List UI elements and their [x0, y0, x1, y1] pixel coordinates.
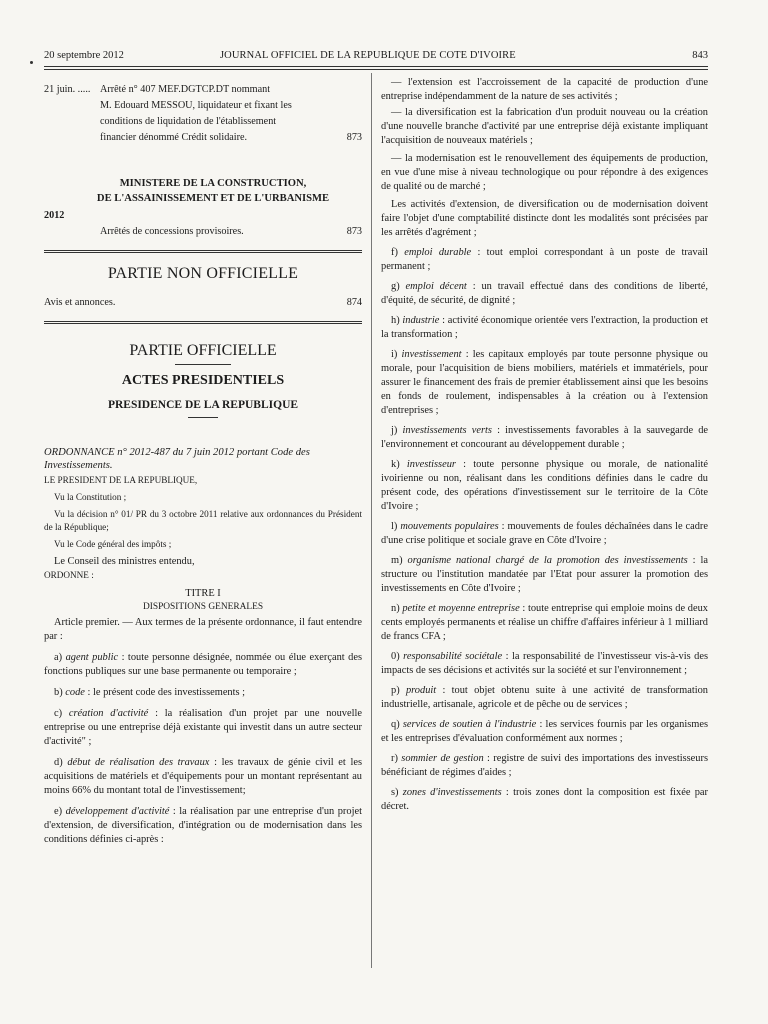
definition-q: [381, 718, 708, 746]
definition-term: responsabilité sociétale: [403, 651, 503, 662]
definition-label: 0): [391, 651, 400, 662]
header-rule-thin: [44, 69, 708, 70]
actes-heading: ACTES PRESIDENTIELS: [121, 373, 285, 388]
definition-text: : tout emploi correspondant à un poste de travail permanent ;: [381, 247, 708, 272]
definition-term: agent public: [65, 652, 119, 663]
definition-term: création d'activité: [68, 708, 149, 719]
definition-text: : investissements favorables à la sauvegarde de l'environnement et concourant au développement durable ;: [381, 425, 709, 450]
column-divider: [371, 73, 372, 968]
definition-text: : un travail effectué dans des conditions de liberté, d'équité, de sécurité, de dignité ;: [381, 281, 708, 306]
table-of-contents: [44, 82, 362, 242]
vu-line: Vu le Code général des impôts ;: [54, 539, 172, 549]
president-line: LE PRESIDENT DE LA REPUBLIQUE,: [44, 475, 198, 485]
definition-text: : tout objet obtenu suite à une activité de transformation industrielle, artisanale, agricole et de pêche ou de services ;: [381, 685, 708, 710]
definition-text: : toute personne désignée, nommée ou élue exerçant des fonctions publiques sur une base permanente ou temporaire ;: [44, 652, 362, 677]
header-date: 20 septembre 2012: [44, 50, 124, 61]
dispositions-heading: DISPOSITIONS GENERALES: [142, 602, 264, 612]
toc-entry: [44, 208, 362, 242]
toc-entry-line: conditions de liquidation de l'établissement: [100, 116, 277, 127]
definition-term: emploi durable: [404, 247, 472, 258]
definition-label: g): [391, 281, 400, 292]
toc-entry-line: Avis et annonces.: [44, 297, 116, 308]
ordonne-line: ORDONNE :: [44, 570, 94, 580]
section-rule: [44, 321, 362, 324]
definition-term: investisseur: [406, 459, 456, 470]
definition-s: [381, 786, 708, 814]
definition-term: zones d'investissements: [402, 787, 502, 798]
toc-entry: [44, 297, 362, 313]
toc-entry-page: 874: [346, 297, 362, 308]
conseil-line: Le Conseil des ministres entendu,: [54, 556, 195, 567]
definition-text: : le présent code des investissements ;: [84, 687, 246, 698]
toc-entry-line: Arrêté n° 407 MEF.DGTCP.DT nommant: [100, 84, 271, 95]
header-rule: [44, 66, 708, 67]
definition-term: industrie: [402, 315, 440, 326]
definition-label: j): [391, 425, 398, 436]
definition-text: : mouvements de foules déchaînées dans le cadre d'une crise politique et sociale grave en Côte d'Ivoire ;: [381, 521, 708, 546]
ministry-line: DE L'ASSAINISSEMENT ET DE L'URBANISME: [96, 193, 330, 204]
definition-label: n): [391, 603, 400, 614]
definition-r: [381, 752, 708, 780]
definition-text: : les travaux de génie civil et les acquisitions de matériels et d'équipements pour un montant représentant au moins 66% du montant total de l'investissement;: [44, 757, 363, 796]
definition-text: : toute personne physique ou morale, de nationalité ivoirienne ou non, réalisant dans les conditions définies dans le cadre du présent code, des opérations d'investissement sur le territoire de la Côte d'Ivoire ;: [381, 459, 708, 512]
definition-g: [381, 280, 708, 308]
definition-label: q): [391, 719, 400, 730]
definition-label: b): [54, 687, 63, 698]
ministry-line: MINISTERE DE LA CONSTRUCTION,: [119, 178, 307, 189]
toc-year: 2012: [44, 210, 65, 221]
comptabilite-paragraph: Les activités d'extension, de diversification ou de modernisation doivent faire l'objet d'une comptabilité distincte dont les modalités sont précisées par les arrêtés d'agrément ;: [381, 199, 708, 238]
definition-term: investissement: [401, 349, 462, 360]
definition-text: : la réalisation par une entreprise d'un projet d'extension, de diversification, d'intégration ou de modernisation dans les conditions définies ci-après :: [44, 806, 362, 845]
presidence-heading: PRESIDENCE DE LA REPUBLIQUE: [107, 399, 299, 411]
definition-label: m): [391, 555, 403, 566]
definition-term: organisme national chargé de la promotion des investissements: [407, 555, 688, 566]
ordonnance-title: ORDONNANCE n° 2012-487 du 7 juin 2012 portant Code des Investissements.: [44, 447, 310, 471]
definition-text: : registre de suivi des importations des investisseurs bénéficiant de régimes d'aides ;: [381, 753, 708, 778]
definition-label: i): [391, 349, 398, 360]
definition-i: [381, 348, 708, 418]
vu-line: Vu la Constitution ;: [54, 492, 127, 502]
page-header: [44, 50, 708, 64]
toc-entry-page: 873: [346, 132, 362, 143]
definition-n: [381, 602, 708, 644]
definition-text: : les capitaux employés par toute personne physique ou morale, pour l'acquisition de biens mobiliers, matériels et immatériels, pour assurer le financement des frais de premier établissement ainsi que les besoins en fonds de roulement, indispensables à la création ou à l'extension d'entreprises ;: [381, 349, 708, 416]
definition-term: petite et moyenne entreprise: [402, 603, 520, 614]
partie-non-officielle-title: PARTIE NON OFFICIELLE: [107, 265, 299, 282]
definition-l: [381, 520, 708, 548]
definition-label: a): [54, 652, 63, 663]
definition-e: [44, 805, 362, 847]
definition-label: h): [391, 315, 400, 326]
definition-label: e): [54, 806, 63, 817]
heading-underline: [188, 417, 218, 418]
definition-f: [381, 246, 708, 274]
definition-term: emploi décent: [405, 281, 467, 292]
definition-k: [381, 458, 708, 514]
definition-term: sommier de gestion: [401, 753, 484, 764]
modernisation-paragraph: — la modernisation est le renouvellement des équipements de production, en vue d'une mise à niveau technologique ou pour répondre à des exigences de qualité ou de marché ;: [381, 153, 708, 192]
scan-dot: [30, 61, 33, 64]
header-page-number: 843: [692, 50, 708, 61]
section-rule: [44, 250, 362, 253]
definition-j: [381, 424, 708, 452]
definition-c: [44, 707, 362, 749]
left-column: [44, 82, 362, 847]
definition-term: mouvements populaires: [400, 521, 499, 532]
titre-heading: TITRE I: [185, 588, 221, 599]
definition-text: : toute entreprise qui emploie moins de deux cents employés permanents et réalise un chiffre d'affaires inférieur à 1 milliard de francs CFA ;: [381, 603, 708, 642]
definition-text: : activité économique orientée vers l'extraction, la production et la transformation ;: [381, 315, 708, 340]
definition-b: [44, 686, 362, 700]
definition-text: : la réalisation d'un projet par une nouvelle entreprise ou une entreprise déjà existante qui investit dans un autre secteur d'activité" ;: [44, 708, 362, 747]
definition-term: investissements verts: [402, 425, 492, 436]
definition-term: produit: [405, 685, 437, 696]
definition-label: p): [391, 685, 400, 696]
definition-text: : trois zones dont la composition est fixée par décret.: [381, 787, 708, 812]
definition-label: d): [54, 757, 63, 768]
diversification-paragraph: — la diversification est la fabrication d'un produit nouveau ou la création d'une nouvelle branche d'activité par une entreprise déjà existante impliquant l'acquisition de nouveaux matériels ;: [381, 107, 708, 146]
title-underline: [175, 364, 231, 365]
toc-entry-line: financier dénommé Crédit solidaire.: [100, 132, 248, 143]
toc-entry-page: 873: [346, 226, 362, 237]
definition-label: l): [391, 521, 398, 532]
toc-entry-date: 21 juin. .....: [44, 84, 91, 95]
definition-a: [44, 651, 362, 679]
definition-label: k): [391, 459, 400, 470]
definition-p: [381, 684, 708, 712]
right-column: [381, 76, 708, 814]
toc-entry-line: Arrêtés de concessions provisoires.: [100, 226, 244, 237]
vu-line: Vu la décision n° 01/ PR du 3 octobre 2011 relative aux ordonnances du Président de la République;: [44, 509, 362, 532]
definition-term: code: [65, 687, 85, 698]
definition-h: [381, 314, 708, 342]
definition-label: f): [391, 247, 398, 258]
definition-term: début de réalisation des travaux: [67, 757, 210, 768]
definition-term: services de soutien à l'industrie: [402, 719, 537, 730]
definition-d: [44, 756, 362, 798]
definition-label: s): [391, 787, 399, 798]
definition-m: [381, 554, 708, 596]
header-title: JOURNAL OFFICIEL DE LA REPUBLIQUE DE COTE D'IVOIRE: [220, 50, 516, 61]
definition-o: [381, 650, 708, 678]
definition-text: : les services fournis par les organismes et les entreprises d'évaluation conformément aux normes ;: [381, 719, 708, 744]
toc-entry: [44, 82, 362, 146]
definition-label: r): [391, 753, 398, 764]
extension-paragraph: — l'extension est l'accroissement de la capacité de production d'une entreprise indépendamment de la nature de ses activités ;: [381, 77, 708, 102]
partie-officielle-title: PARTIE OFFICIELLE: [129, 342, 277, 359]
definition-term: développement d'activité: [65, 806, 170, 817]
article-premier: Article premier. — Aux termes de la présente ordonnance, il faut entendre par :: [44, 617, 362, 642]
ministry-heading: [64, 176, 362, 206]
definition-text: : la responsabilité de l'investisseur vis-à-vis des impacts de ses décisions et activités sur la société et sur l'environnement ;: [381, 651, 708, 676]
toc-entry-line: M. Edouard MESSOU, liquidateur et fixant les: [100, 100, 292, 111]
definition-text: : la structure ou l'institution mandatée par l'Etat pour assurer la promotion des investissements en Côte d'Ivoire ;: [381, 555, 708, 594]
definition-label: c): [54, 708, 63, 719]
